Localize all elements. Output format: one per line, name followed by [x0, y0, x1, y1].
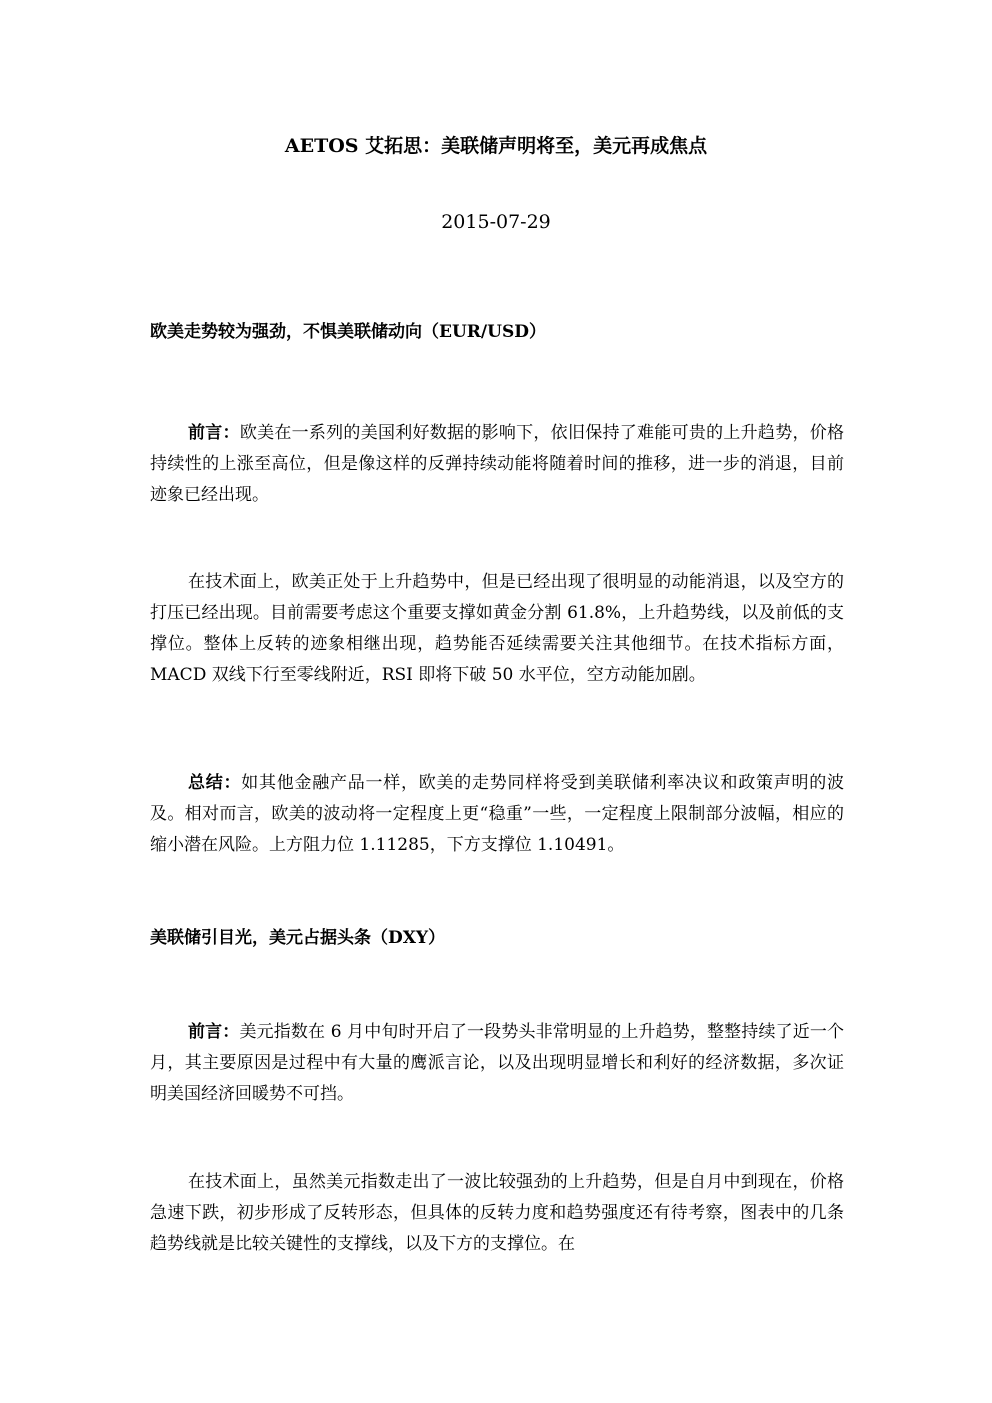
eurusd-technical-paragraph: 在技术面上，欧美正处于上升趋势中，但是已经出现了很明显的动能消退，以及空方的打压已经出现。目前需要考虑这个重要支撑如黄金分割 61.8%，上升趋势线，以及前低的支撑位。整体上反转的迹象相继出现，趋势能否延续需要关注其他细节。在技术指标方面，MACD 双线下行至零线附近，RSI 即将下破 50 水平位，空方动能加剧。	[150, 572, 844, 685]
summary-text: 如其他金融产品一样，欧美的走势同样将受到美联储利率决议和政策声明的波及。相对而言，欧美的波动将一定程度上更“稳重”一些，一定程度上限制部分波幅，相应的缩小潜在风险。上方阻力位 1.11285，下方支撑位 1.10491。	[150, 773, 844, 855]
intro-text: 欧美在一系列的美国利好数据的影响下，依旧保持了难能可贵的上升趋势，价格持续性的上涨至高位，但是像这样的反弹持续动能将随着时间的推移，进一步的消退，目前迹象已经出现。	[150, 423, 845, 505]
intro-lead-label: 前言：	[188, 423, 240, 443]
eurusd-summary-paragraph	[150, 768, 844, 861]
intro-text: 美元指数在 6 月中旬时开启了一段势头非常明显的上升趋势，整整持续了近一个月，其主要原因是过程中有大量的鹰派言论，以及出现明显增长和利好的经济数据，多次证明美国经济回暖势不可挡。	[150, 1022, 845, 1104]
dxy-intro-paragraph	[150, 1017, 844, 1110]
document-title: AETOS 艾拓思：美联储声明将至，美元再成焦点	[284, 135, 708, 157]
document-date: 2015-07-29	[441, 211, 551, 233]
eurusd-intro-paragraph	[150, 418, 844, 511]
intro-lead-label: 前言：	[188, 1022, 240, 1042]
section-heading-dxy: 美联储引目光，美元占据头条（DXY）	[150, 928, 446, 948]
section-heading-eurusd: 欧美走势较为强劲，不惧美联储动向（EUR/USD）	[150, 322, 546, 342]
summary-lead-label: 总结：	[188, 773, 242, 793]
dxy-technical-paragraph: 在技术面上，虽然美元指数走出了一波比较强劲的上升趋势，但是自月中到现在，价格急速下跌，初步形成了反转形态，但具体的反转力度和趋势强度还有待考察，图表中的几条趋势线就是比较关键性的支撑线，以及下方的支撑位。在	[150, 1172, 844, 1254]
